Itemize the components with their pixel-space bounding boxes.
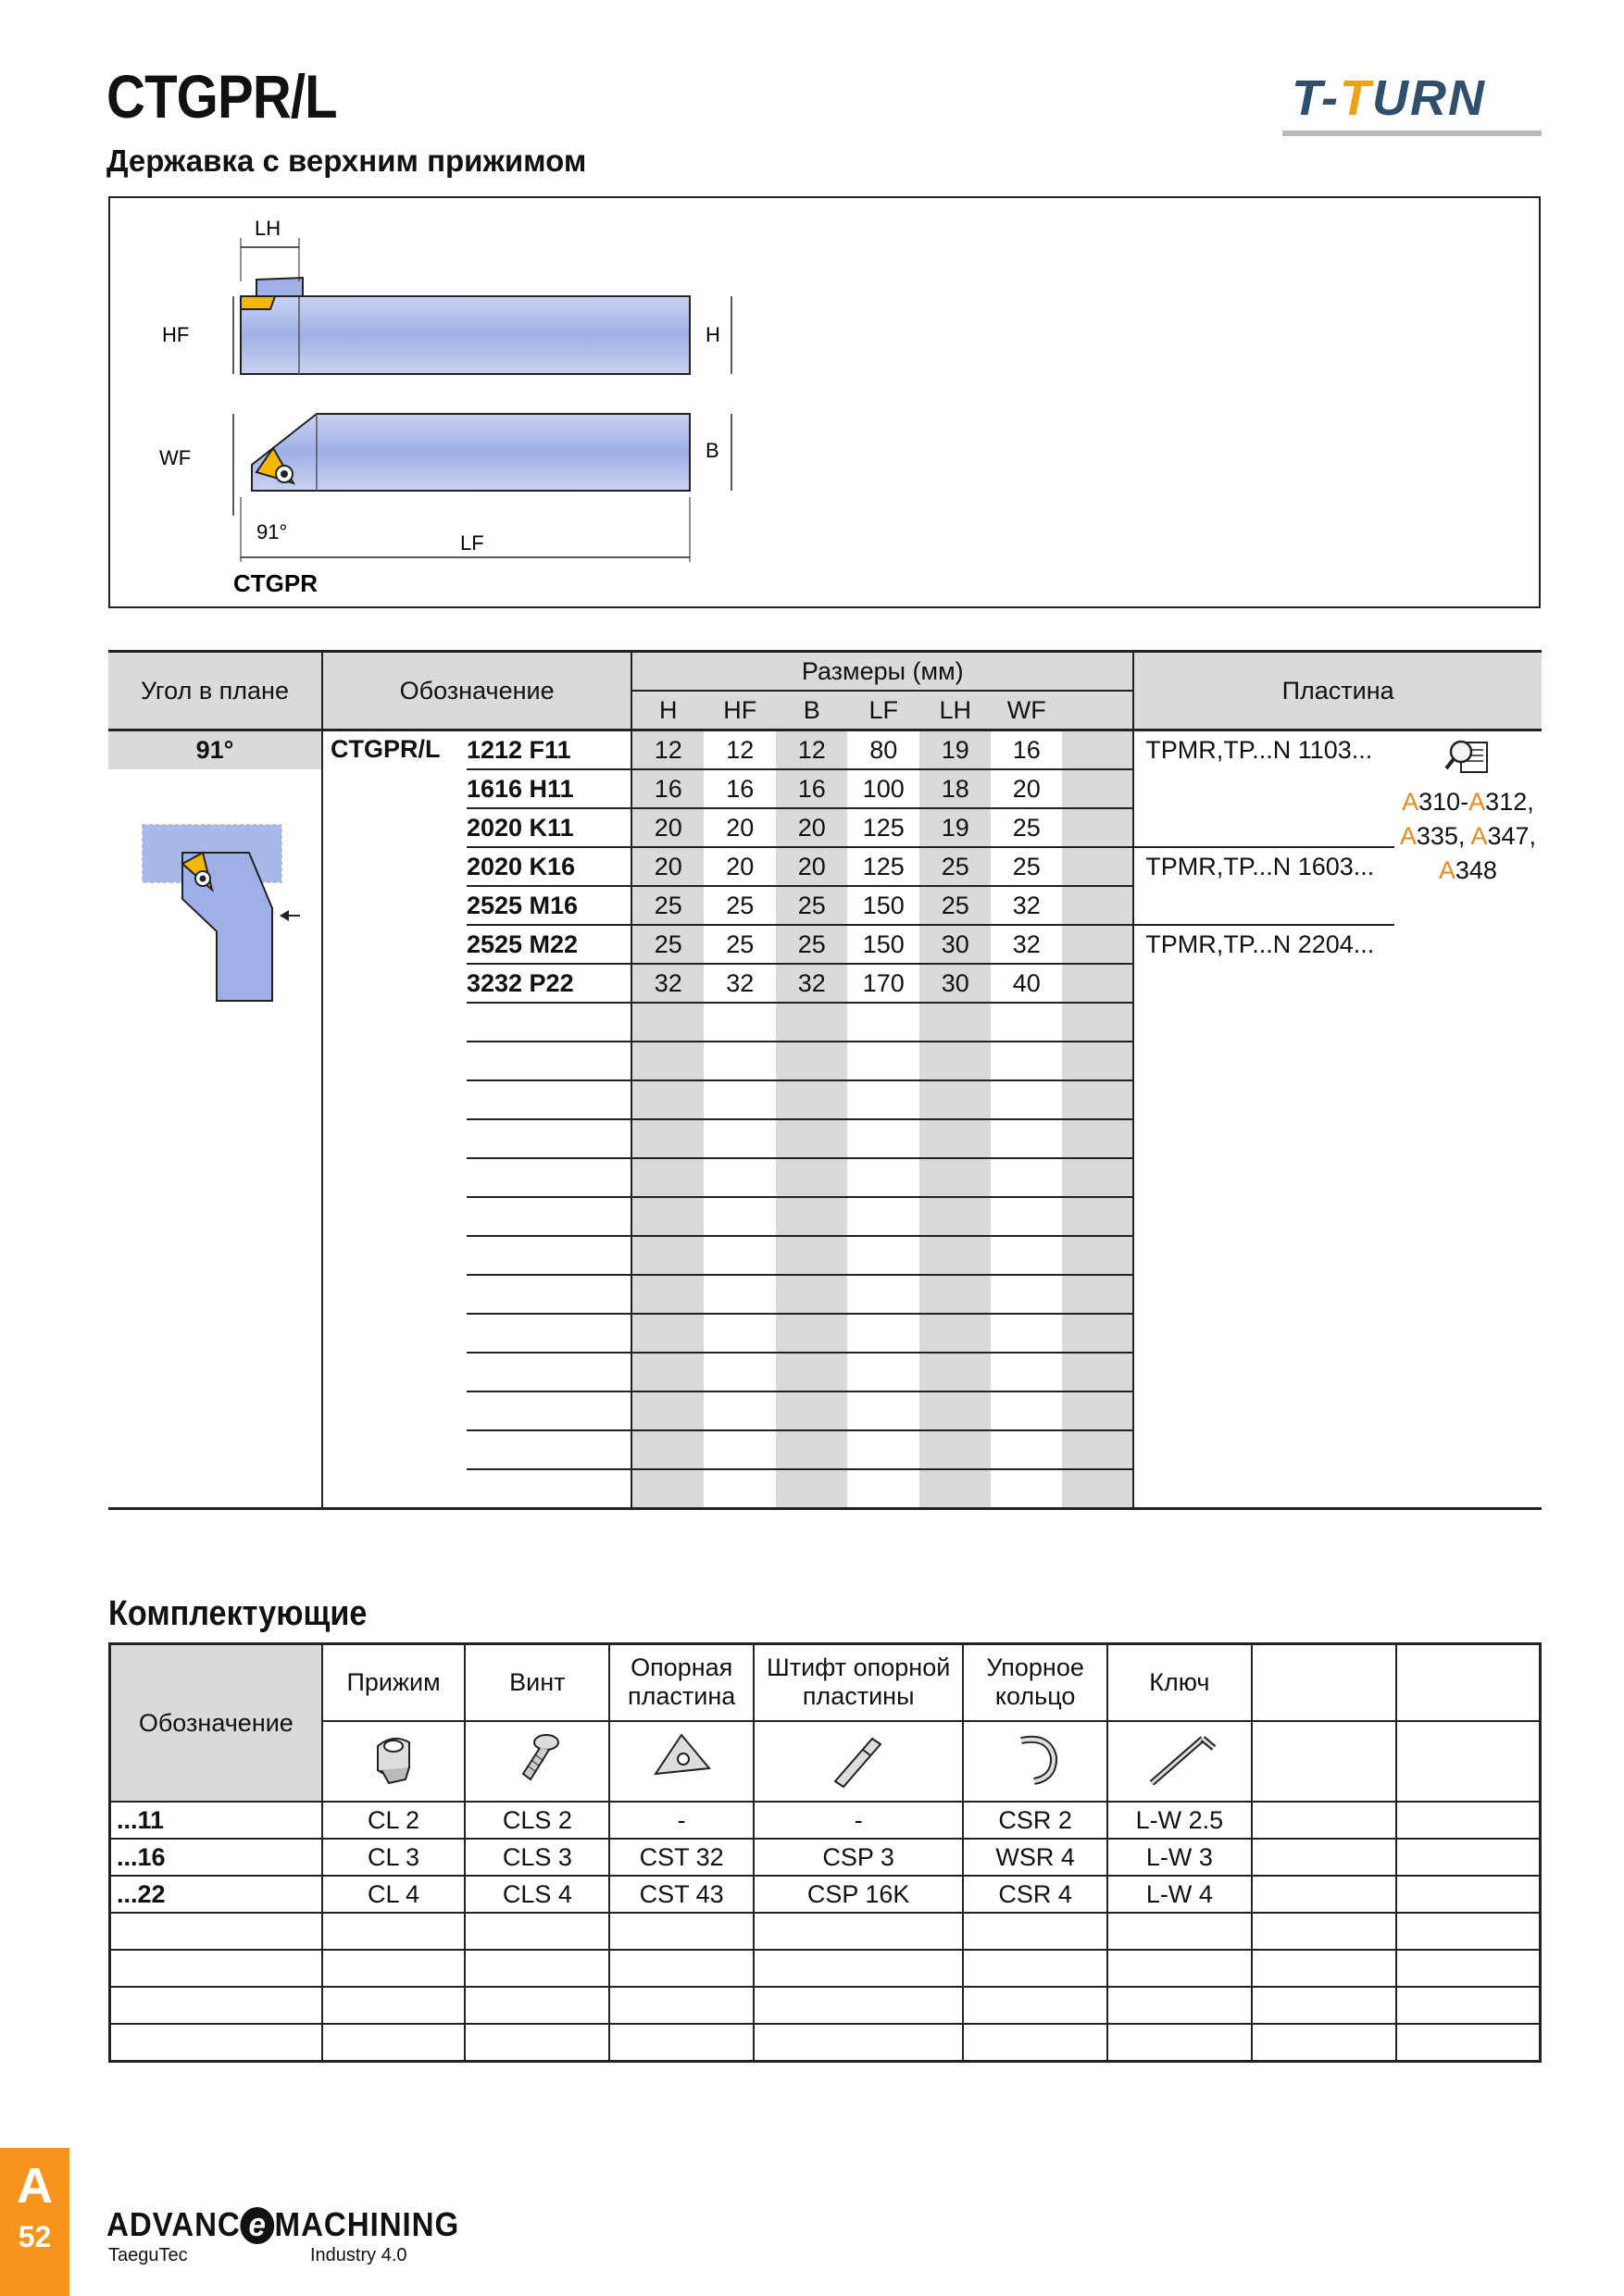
screw-icon <box>465 1721 609 1802</box>
dim-value: 25 <box>919 886 991 925</box>
acc-value: CL 4 <box>322 1876 466 1913</box>
brand-logo-part: T- <box>1292 70 1340 126</box>
empty-cell <box>991 1003 1062 1042</box>
footer-company: TaeguTec <box>108 2245 188 2265</box>
dim-value: 16 <box>776 769 847 808</box>
dim-value: 25 <box>704 886 776 925</box>
acc-col-header <box>609 1644 754 1721</box>
dim-value: 25 <box>919 847 991 886</box>
ref-page[interactable]: 347, <box>1487 822 1536 850</box>
empty-cell <box>631 1391 704 1430</box>
dim-value: 32 <box>991 886 1062 925</box>
acc-col-header-line: пластина <box>628 1682 736 1711</box>
ref-letter[interactable]: A <box>1468 788 1486 816</box>
acc-col-header-line: Упорное <box>986 1653 1084 1682</box>
empty-cell <box>467 1275 631 1314</box>
empty-cell <box>776 1003 847 1042</box>
acc-value: - <box>609 1802 754 1839</box>
dim-value: 25 <box>776 925 847 964</box>
dim-value: 25 <box>991 808 1062 847</box>
empty-cell <box>1062 1158 1133 1197</box>
empty-cell <box>704 1391 776 1430</box>
empty-cell <box>847 1469 919 1509</box>
empty-cell <box>776 1469 847 1509</box>
empty-cell <box>776 1236 847 1275</box>
empty-cell <box>776 1430 847 1469</box>
empty-cell <box>919 1197 991 1236</box>
dim-value: 125 <box>847 847 919 886</box>
acc-col-header-designation: Обозначение <box>110 1644 322 1803</box>
dim-value: 25 <box>704 925 776 964</box>
empty-cell <box>919 1158 991 1197</box>
empty-cell <box>704 1003 776 1042</box>
acc-col-header-line: пластины <box>802 1682 915 1711</box>
dim-value: 150 <box>847 925 919 964</box>
acc-col-header-line: Штифт опорной <box>766 1653 951 1682</box>
empty-cell <box>467 1119 631 1158</box>
dim-angle-label: 91° <box>256 520 288 543</box>
tool-table <box>108 650 1542 1510</box>
dim-value: 19 <box>919 730 991 770</box>
acc-value: CST 32 <box>609 1839 754 1876</box>
acc-col-header <box>1107 1644 1252 1721</box>
dim-value: 30 <box>919 964 991 1003</box>
ref-page[interactable]: 312, <box>1485 788 1534 816</box>
dim-lf-label: LF <box>460 531 484 555</box>
dim-value: 16 <box>704 769 776 808</box>
empty-cell <box>631 1314 704 1353</box>
footer-logo-part: MACHINING <box>274 2205 460 2243</box>
dim-b-label: B <box>706 439 719 462</box>
empty-cell <box>467 1391 631 1430</box>
dim-col-header: H <box>631 691 704 730</box>
empty-cell <box>631 1080 704 1119</box>
designation-code: 1212 F11 <box>467 730 631 770</box>
empty-cell <box>991 1042 1062 1080</box>
designation-code: 2020 K16 <box>467 847 631 886</box>
brand-logo-part: URN <box>1372 70 1486 126</box>
empty-cell <box>1062 1003 1133 1042</box>
header-rule <box>1282 131 1542 136</box>
insert-value <box>1133 886 1394 925</box>
empty-cell <box>631 1042 704 1080</box>
dim-value: 125 <box>847 808 919 847</box>
empty-cell <box>776 1275 847 1314</box>
empty-cell <box>847 1158 919 1197</box>
col-header-angle: Угол в плане <box>108 652 322 730</box>
empty-cell <box>1062 1197 1133 1236</box>
empty-cell <box>919 1119 991 1158</box>
dim-value: 80 <box>847 730 919 770</box>
dim-value: 12 <box>704 730 776 770</box>
empty-cell <box>1062 1353 1133 1391</box>
ref-letter[interactable]: A <box>1399 822 1417 850</box>
empty-cell <box>776 1197 847 1236</box>
empty-cell <box>991 1236 1062 1275</box>
empty-cell <box>704 1469 776 1509</box>
empty-cell <box>847 1353 919 1391</box>
insert-value <box>1133 769 1394 808</box>
dim-value: 16 <box>991 730 1062 770</box>
col-header-insert: Пластина <box>1133 652 1542 730</box>
magnifier-icon <box>1443 735 1493 776</box>
snap-ring-icon <box>963 1721 1107 1802</box>
acc-row-code: ...16 <box>110 1839 322 1876</box>
empty-cell <box>776 1353 847 1391</box>
dim-col-header: LF <box>847 691 919 730</box>
ref-page[interactable]: 310- <box>1418 788 1469 816</box>
dim-value: 32 <box>776 964 847 1003</box>
page-title: CTGPR/L <box>106 62 337 131</box>
acc-col-header <box>322 1644 466 1721</box>
empty-cell <box>991 1275 1062 1314</box>
dim-value: 20 <box>631 808 704 847</box>
acc-col-header-line: Прижим <box>346 1667 441 1696</box>
dim-value: 12 <box>776 730 847 770</box>
insert-value: TPMR,TP...N 2204... <box>1145 930 1375 958</box>
insert-value: TPMR,TP...N 1103... <box>1145 736 1373 764</box>
acc-row-code: ...22 <box>110 1876 322 1913</box>
dim-hf-label: HF <box>162 323 190 346</box>
dim-value: 170 <box>847 964 919 1003</box>
insert-value: TPMR,TP...N 1603... <box>1145 853 1375 880</box>
empty-cell <box>704 1275 776 1314</box>
acc-col-header <box>465 1644 609 1721</box>
empty-cell <box>847 1391 919 1430</box>
footer-logo-part: ADVANC <box>106 2205 241 2243</box>
acc-value: - <box>754 1802 963 1839</box>
acc-value: WSR 4 <box>963 1839 1107 1876</box>
empty-cell <box>467 1158 631 1197</box>
empty-cell <box>1062 1080 1133 1119</box>
empty-cell <box>991 1197 1062 1236</box>
footer-logo <box>106 2205 459 2244</box>
dim-value: 20 <box>704 847 776 886</box>
ref-page[interactable]: 335, <box>1416 822 1471 850</box>
acc-value: L-W 4 <box>1107 1876 1252 1913</box>
col-header-designation: Обозначение <box>322 652 631 730</box>
empty-cell <box>991 1469 1062 1509</box>
acc-col-header <box>754 1644 963 1721</box>
empty-cell <box>1062 1430 1133 1469</box>
empty-cell <box>919 1275 991 1314</box>
empty-cell <box>467 1430 631 1469</box>
acc-row-code: ...11 <box>110 1802 322 1839</box>
dim-col-header: LH <box>919 691 991 730</box>
acc-value: CST 43 <box>609 1876 754 1913</box>
dim-col-header: WF <box>991 691 1062 730</box>
empty-cell <box>847 1042 919 1080</box>
empty-cell <box>847 1275 919 1314</box>
empty-cell <box>847 1236 919 1275</box>
dim-value: 18 <box>919 769 991 808</box>
empty-cell <box>467 1469 631 1509</box>
acc-value: CL 2 <box>322 1802 466 1839</box>
dim-value: 25 <box>991 847 1062 886</box>
acc-value: CLS 2 <box>465 1802 609 1839</box>
empty-cell <box>1062 1469 1133 1509</box>
acc-col-header-line: Ключ <box>1149 1667 1210 1696</box>
dim-col-header: B <box>776 691 847 730</box>
empty-cell <box>1062 1042 1133 1080</box>
col-header-dims: Размеры (мм) <box>631 652 1133 692</box>
empty-cell <box>1062 1275 1133 1314</box>
empty-cell <box>847 1080 919 1119</box>
designation-code: 2020 K11 <box>467 808 631 847</box>
empty-cell <box>991 1080 1062 1119</box>
empty-cell <box>1062 1391 1133 1430</box>
drawing-caption: CTGPR <box>233 569 318 597</box>
empty-cell <box>704 1158 776 1197</box>
acc-value: CSP 3 <box>754 1839 963 1876</box>
shim-pin-icon <box>754 1721 963 1802</box>
acc-value: CLS 3 <box>465 1839 609 1876</box>
empty-cell <box>704 1042 776 1080</box>
designation-code: 3232 P22 <box>467 964 631 1003</box>
empty-cell <box>776 1314 847 1353</box>
dim-value: 20 <box>776 847 847 886</box>
acc-value: CLS 4 <box>465 1876 609 1913</box>
acc-value: CSP 16K <box>754 1876 963 1913</box>
acc-col-header-line: Опорная <box>631 1653 733 1682</box>
empty-cell <box>704 1236 776 1275</box>
tool-drawing <box>108 196 1541 608</box>
empty-cell <box>467 1003 631 1042</box>
dim-value: 100 <box>847 769 919 808</box>
empty-cell <box>919 1314 991 1353</box>
dim-value: 16 <box>631 769 704 808</box>
insert-value <box>1133 808 1394 847</box>
dim-value: 20 <box>704 808 776 847</box>
empty-cell <box>847 1197 919 1236</box>
empty-cell <box>704 1080 776 1119</box>
empty-cell <box>631 1430 704 1469</box>
key-icon <box>1107 1721 1252 1802</box>
dim-lh-label: LH <box>255 217 281 240</box>
accessories-title: Комплектующие <box>108 1594 368 1633</box>
page-number: 52 <box>18 2220 52 2253</box>
empty-cell <box>847 1119 919 1158</box>
empty-cell <box>704 1197 776 1236</box>
empty-cell <box>631 1353 704 1391</box>
acc-value: CL 3 <box>322 1839 466 1876</box>
empty-cell <box>467 1197 631 1236</box>
empty-cell <box>631 1275 704 1314</box>
empty-cell <box>704 1353 776 1391</box>
dim-value: 40 <box>991 964 1062 1003</box>
empty-cell <box>919 1042 991 1080</box>
empty-cell <box>991 1391 1062 1430</box>
footer-tagline: Industry 4.0 <box>310 2245 407 2265</box>
empty-cell <box>631 1119 704 1158</box>
dim-col-header: HF <box>704 691 776 730</box>
empty-cell <box>467 1080 631 1119</box>
dim-value: 25 <box>631 925 704 964</box>
dim-value: 150 <box>847 886 919 925</box>
empty-cell <box>631 1236 704 1275</box>
brand-logo-part: T <box>1340 70 1372 126</box>
empty-cell <box>919 1469 991 1509</box>
empty-cell <box>776 1080 847 1119</box>
empty-cell <box>776 1391 847 1430</box>
empty-cell <box>467 1236 631 1275</box>
dim-value: 19 <box>919 808 991 847</box>
section-tab-letter: A <box>17 2158 53 2214</box>
acc-value: L-W 3 <box>1107 1839 1252 1876</box>
acc-col-header-line: кольцо <box>994 1682 1076 1711</box>
acc-col-header <box>963 1644 1107 1721</box>
holder-image <box>108 769 322 1509</box>
dim-value: 20 <box>776 808 847 847</box>
empty-cell <box>991 1430 1062 1469</box>
empty-cell <box>991 1158 1062 1197</box>
designation-code: 2525 M16 <box>467 886 631 925</box>
empty-cell <box>704 1314 776 1353</box>
accessories-table <box>108 1642 1542 2063</box>
dim-value: 25 <box>631 886 704 925</box>
dim-value: 32 <box>704 964 776 1003</box>
empty-cell <box>919 1391 991 1430</box>
empty-cell <box>467 1314 631 1353</box>
empty-cell <box>919 1003 991 1042</box>
designation-prefix: CTGPR/L <box>330 735 441 763</box>
designation-code: 1616 H11 <box>467 769 631 808</box>
ref-page[interactable]: 348 <box>1455 856 1497 884</box>
clamp-icon <box>322 1721 466 1802</box>
page-subtitle: Державка с верхним прижимом <box>106 144 587 178</box>
empty-cell <box>1062 1119 1133 1158</box>
dim-value: 30 <box>919 925 991 964</box>
empty-cell <box>631 1469 704 1509</box>
empty-cell <box>776 1158 847 1197</box>
ref-letter[interactable]: A <box>1402 788 1419 816</box>
empty-cell <box>776 1042 847 1080</box>
empty-cell <box>631 1197 704 1236</box>
dim-h-label: H <box>706 323 720 346</box>
empty-cell <box>467 1353 631 1391</box>
empty-cell <box>919 1080 991 1119</box>
dim-value: 32 <box>991 925 1062 964</box>
empty-cell <box>704 1430 776 1469</box>
brand-logo <box>1292 69 1486 127</box>
empty-cell <box>1062 1236 1133 1275</box>
dim-value: 25 <box>776 886 847 925</box>
dim-wf-label: WF <box>159 446 192 469</box>
empty-cell <box>631 1158 704 1197</box>
dim-value: 20 <box>631 847 704 886</box>
ref-letter[interactable]: A <box>1438 856 1455 884</box>
angle-value: 91° <box>108 730 322 770</box>
dim-value: 32 <box>631 964 704 1003</box>
acc-col-header-line: Винт <box>509 1667 566 1696</box>
dim-value: 12 <box>631 730 704 770</box>
dim-value: 20 <box>991 769 1062 808</box>
empty-cell <box>467 1042 631 1080</box>
shim-icon <box>609 1721 754 1802</box>
ref-letter[interactable]: A <box>1470 822 1488 850</box>
footer-logo-e: e <box>241 2207 275 2244</box>
empty-cell <box>919 1353 991 1391</box>
acc-value: L-W 2.5 <box>1107 1802 1252 1839</box>
designation-code: 2525 M22 <box>467 925 631 964</box>
empty-cell <box>1062 1314 1133 1353</box>
insert-reference <box>1394 730 1542 926</box>
empty-cell <box>919 1430 991 1469</box>
empty-cell <box>991 1119 1062 1158</box>
empty-cell <box>704 1119 776 1158</box>
acc-value: CSR 4 <box>963 1876 1107 1913</box>
empty-cell <box>847 1003 919 1042</box>
empty-cell <box>847 1314 919 1353</box>
empty-cell <box>776 1119 847 1158</box>
empty-cell <box>991 1353 1062 1391</box>
empty-cell <box>847 1430 919 1469</box>
empty-cell <box>991 1314 1062 1353</box>
side-view <box>233 238 731 374</box>
empty-cell <box>631 1003 704 1042</box>
acc-value: CSR 2 <box>963 1802 1107 1839</box>
empty-cell <box>919 1236 991 1275</box>
